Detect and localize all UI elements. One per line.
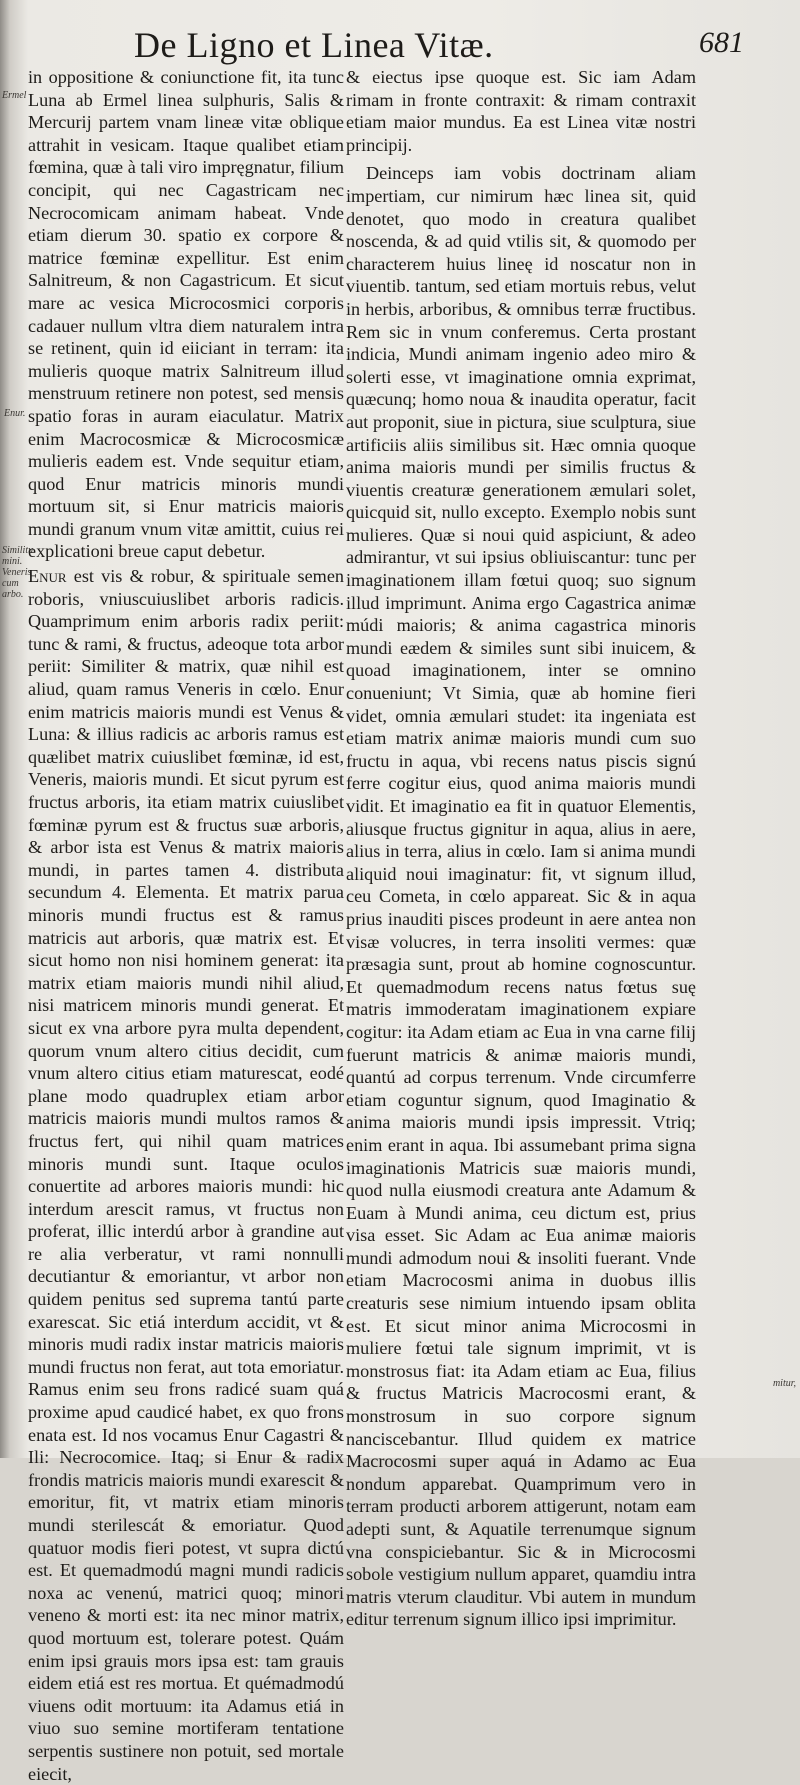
right-paragraph-2: Deinceps iam vobis doctrinam aliam impertiam, cur nimirum hæc linea sit, quid denotet, quo modo in creatura qualibet noscenda, & ad quid vtilis sit, & quomodo per characterem huius lineę id noscatur non in viuentib. tantum, sed etiam mortuis rebus, velut in herbis, arboribus, & omnibus terræ fructibus. Rem sic in vnum conferemus. Certa prostant indicia, Mundi animam ingenio adeo miro & solerti esse, vt imaginatione omnia exprimat, quæcunq; homo noua & inaudita operatur, facit aut proponit, siue in pictura, siue sculptura, siue artificiis aliis similibus sit. Hæc omnia quoque anima maioris mundi per similis fructus & viuentis creaturæ generationem æmulari solet, quicquid sit, nullo excepto. Exemplo nobis sunt mulieres. Quæ si noui quid aspiciunt, & adeo admirantur, vt sui ipsius obliuiscantur: tunc per imaginationem illam fœtui quoq; suo signum illud imprimunt. Anima ergo Cagastrica animæ múdi maioris; & anima cagastrica minoris mundi eædem & similes sunt sibi inuicem, & quoad imaginationem, inter se omnino conueniunt; Vt Simia, quæ ab homine fieri videt, omnia æmulari studet: ita ingeniata est etiam matrix animæ maioris mundi cum suo fructu in aqua, vbi recens natus piscis signú ferre cogitur eius, quod anima maioris mundi vidit. Et imaginatio ea fit in quatuor Elementis, aliusque fructus gignitur in aqua, alius in aere, alius in terra, alius in cœlo. Iam si anima mundi aliquid noui imaginatur: fit, vt signum illud, ceu Cometa, in cœlo appareat. Sic & in aqua prius inauditi pisces prodeunt in aere antea non visæ volucres, in terra insoliti vermes: quæ præsagia sunt, prout ab homine cognoscuntur. Et quemadmodum recens natus fœtus suę matris immoderatam imaginationem expiare cogitur: ita Adam etiam ac Eua in vna carne filij fuerunt matricis & animæ maioris mundi, quantú ad corpus terrenum. Vnde circumferre etiam coguntur signum, quod Imaginatio & anima maioris mundi ipsis impressit. Vtriq; enim erant in aqua. Ibi assumebant prima signa imaginationis Matricis suæ maioris mundi, quod nulla eiusmodi creatura ante Adamum & Euam à Mundi anima, ceu dictum est, prius visa esset. Sic Adam ac Eua animæ maioris mundi admodum noui & insoliti fuerant. Vnde etiam Macrocosmi anima in duobus illis creaturis sese nimium intuendo ipsam oblita est. Et sicut minor anima Microcosmi in muliere fœtui tale signum imprimit, vt is monstrosus fiat: ita Adam etiam ac Eua, filius & fructus Matricis Macrocosmi erant, & monstrosum in suo corpore signum nanciscebantur. Illud quidem ex matrice Macrocosmi super aquá in Adamo ac Eua nondum apparebat. Quamprimum vero in terram producti arborem attigerunt, notam eam adepti sunt, & Aquatile terrenumque signum vna conspiciebantur. Sic & in Microcosmi sobole vestigium nullum apparet, quamdiu intra matris vterum clauditur. Vbi autem in mundum editur terrenum signum illico ipsi imprimitur. bbox=[346, 163, 696, 1630]
margin-note-similitudo: Similitu. mini. Veneris cum arbo. bbox=[2, 545, 36, 600]
right-paragraph-1: & eiectus ipse quoque est. Sic iam Adam rimam in fronte contraxit: & rimam contraxit etiam maior mundus. Ea est Linea vitæ nostri principij. bbox=[346, 67, 696, 155]
right-column bbox=[346, 66, 696, 1630]
margin-note-ermel: Ermel bbox=[2, 90, 27, 101]
margin-note-enur: Enur. bbox=[4, 408, 26, 419]
page-header bbox=[134, 24, 744, 70]
left-paragraph-2-text: est vis & robur, & spirituale semen roboris, vniuscuiuslibet arboris radicis. Quamprimum enim arboris radix periit: tunc & rami, & fructus, adeoque tota arbor periit: Similiter & matrix, quæ nihil est aliud, quam ramus Veneris in cœlo. Enur enim matricis maioris mundi est Venus & Luna: & illius radicis ac arboris ramus est quælibet matrix cuiuslibet fœminæ, id est, Veneris, maioris mundi. Et sicut pyrum est fructus arboris, ita etiam matrix cuiuslibet fœminæ pyrum est & fructus suæ arboris, & arbor ista est Venus & matrix maioris mundi, in partes tamen 4. distributa secundum 4. Elementa. Et matrix parua minoris mundi fructus est & ramus matricis aut arboris, quæ matrix est. Et sicut homo non nisi hominem generat: ita matrix etiam maioris mundi nihil aliud, nisi matricem minoris mundi generat. Et sicut ex vna arbore pyra multa dependent, quorum vnum altero citius decidit, cum vnum altero citius etiam maturescat, eodé plane modo quadruplex etiam arbor matricis maioris mundi multos ramos & fructus fert, qui nihil quam matrices minoris mundi sunt. Itaque oculos conuertite ad arbores maioris mundi: hic interdum arescit ramus, vt fructus non proferat, illic interdú arbor à grandine aut re alia verberatur, vt rami nonnulli decutiantur & emoriantur, vt arbor non quidem penitus sed suprema tantú parte exarescat. Sic etiá interdum accidit, vt & minoris mudi radix instar matricis maioris mundi fructus non ferat, aut tota emoriatur. Ramus enim seu frons radicé suam quá proxime apud caudicé habet, ex quo frons enata est. Id nos vocamus Enur Cagastri & Ili: Necrocomice. Itaq; si Enur & radix frondis matricis maioris mundi exarescit & emoritur, fit, vt matrix etiam minoris mundi sterilescát & emoriatur. Quod quatuor modis fieri potest, vt supra dictú est. Et quemadmodú magni mundi radicis noxa ac venenú, matrici quoq; minori veneno & morti est: ita nec minor matrix, quod mortuum est, tolerare potest. Quám enim ipsi grauis mors ipsa est: tam grauis eidem etiá est res mortua. Et quémadmodú viuens odit mortuum: ita Adamus etiá in viuo suo semine mortiferam tentatione serpentis sustinere non potuit, sed mortale eiecit, bbox=[28, 566, 344, 1784]
enur-dropcap: Enur bbox=[28, 566, 67, 587]
left-paragraph-2 bbox=[28, 565, 344, 1785]
left-column bbox=[28, 66, 344, 1784]
margin-note-catchword: mitur, bbox=[772, 1378, 796, 1389]
left-paragraph-1: in oppositione & coniunctione fit, ita tunc Luna ab Ermel linea sulphuris, Salis & Mercurij partem vnam lineæ vitæ oblique attrahit in vesicam. Itaque qualibet etiam fœmina, quæ à tali viro impręgnatur, filium concipit, qui nec Cagastricam nec Necrocomicam animam habeat. Vnde etiam dierum 30. spatio ex corpore & matrice fœminæ expellitur. Est enim Salnitreum, & non Cagastricum. Et sicut mare ac vesica Microcosmici corporis cadauer nullum vltra diem naturalem intra se retinent, quin id eiiciant in terram: ita mulieris quoque matrix Salnitreum illud menstruum retinere non potest, sed mensis spatio foras in auram eiaculatur. Matrix enim Macrocosmicæ & Microcosmicæ mulieris eadem est. Vnde sequitur etiam, quod Enur matricis minoris mundi mortuum sit, si Enur matricis maioris mundi granum vnum vitæ amittit, cuius rei explicationi breue caput debetur. bbox=[28, 67, 344, 562]
running-title: De Ligno et Linea Vitæ. bbox=[134, 25, 494, 65]
page-number: 681 bbox=[699, 26, 744, 59]
